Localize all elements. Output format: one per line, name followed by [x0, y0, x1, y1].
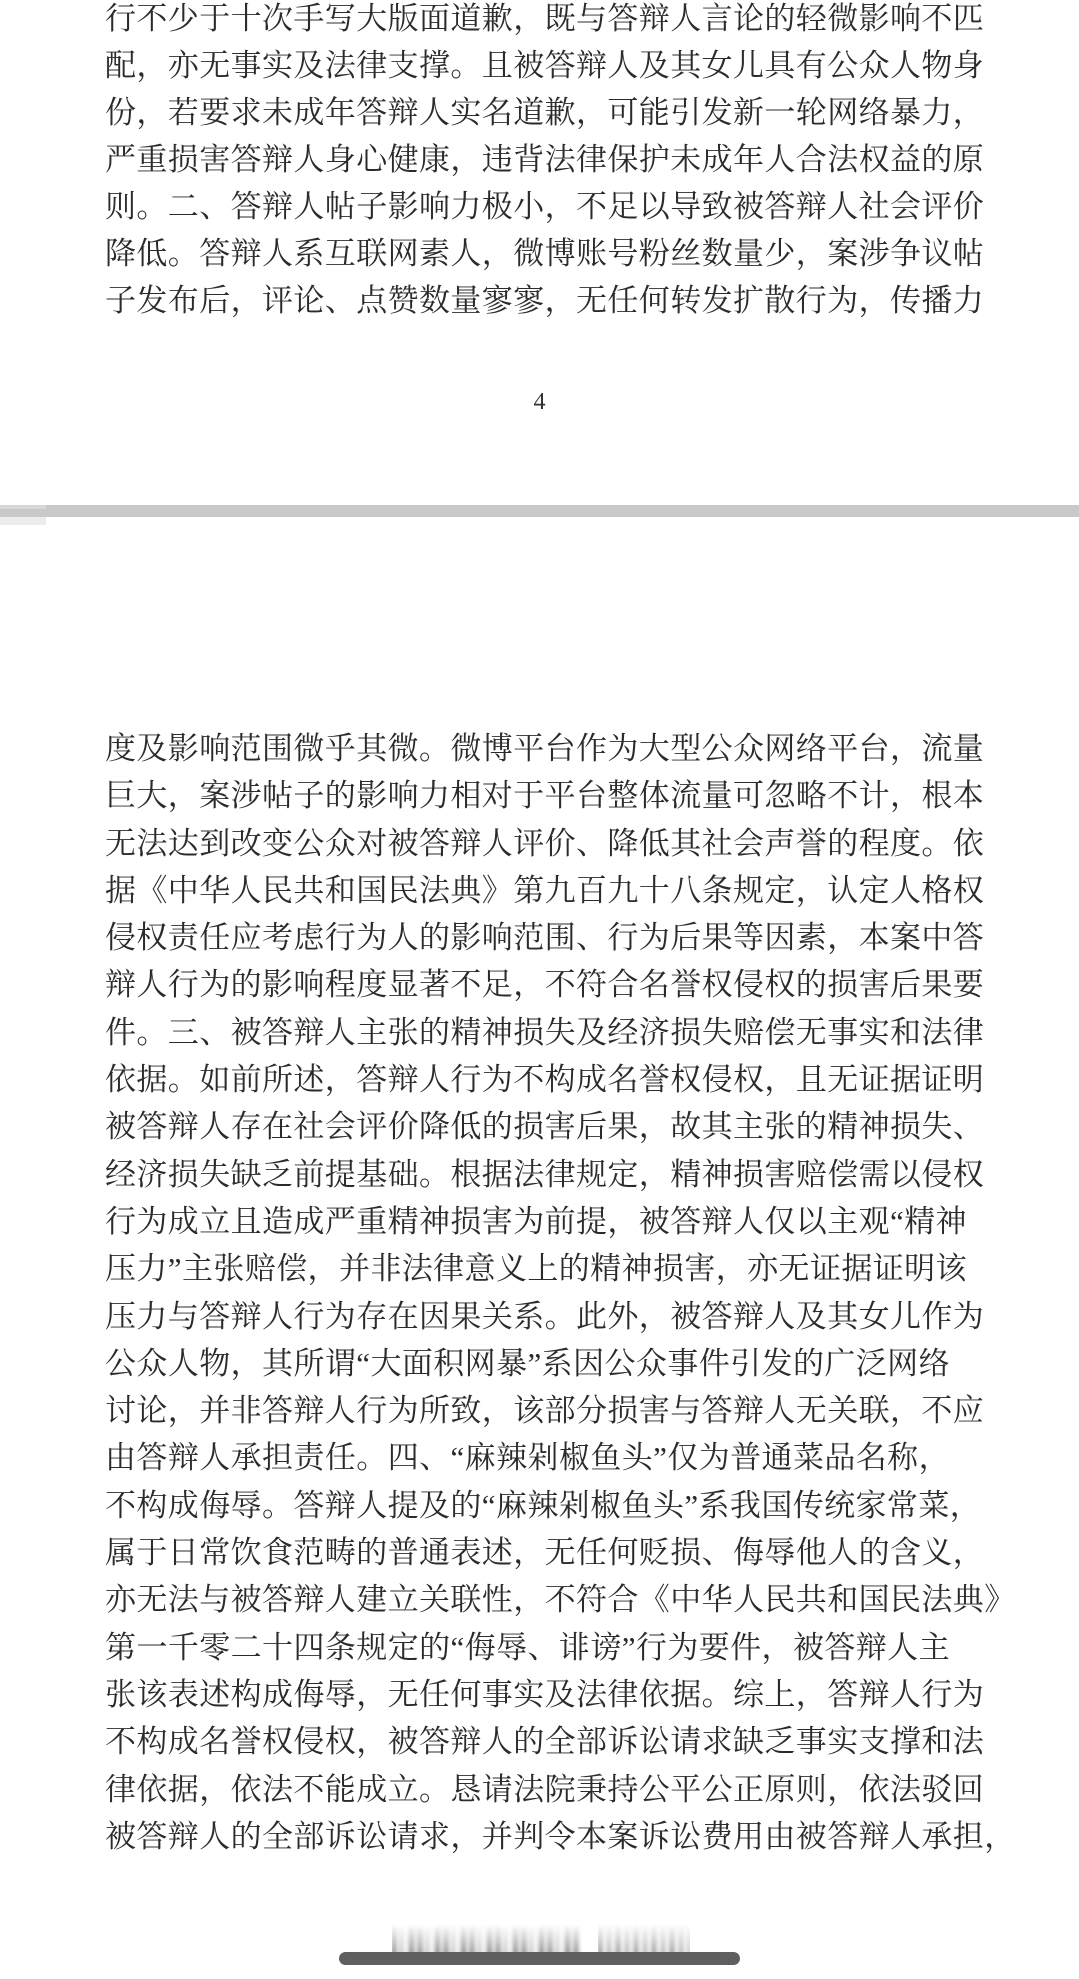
text-line: 行不少于十次手写大版面道歉，既与答辩人言论的轻微影响不匹: [105, 1, 985, 36]
text-line: 亦无法与被答辩人建立关联性，不符合《中华人民共和国民法典》: [105, 1582, 1016, 1618]
page-break-divider-artifact: [0, 517, 46, 525]
text-line: 件。三、被答辩人主张的精神损失及经济损失赔偿无事实和法律: [105, 1014, 985, 1050]
text-line: 配，亦无事实及法律支撑。且被答辩人及其女儿具有公众人物身: [105, 48, 985, 83]
page-4-page-number: 4: [533, 389, 546, 415]
text-line: 不构成侮辱。答辩人提及的“麻辣剁椒鱼头”系我国传统家常菜，: [105, 1487, 982, 1523]
text-line: 侵权责任应考虑行为人的影响范围、行为后果等因素，本案中答: [105, 920, 985, 956]
text-line: 被答辩人存在社会评价降低的损害后果，故其主张的精神损失、: [105, 1109, 985, 1145]
home-indicator-handle[interactable]: [339, 1952, 740, 1965]
page-5-text-block: [105, 725, 1016, 1860]
text-line: 第一千零二十四条规定的“侮辱、诽谤”行为要件，被答辩人主: [105, 1629, 950, 1665]
text-line: 据《中华人民共和国民法典》第九百九十八条规定，认定人格权: [105, 872, 985, 908]
text-line: 公众人物，其所谓“大面积网暴”系因公众事件引发的广泛网络: [105, 1345, 950, 1381]
text-line: 属于日常饮食范畴的普通表述，无任何贬损、侮辱他人的含义，: [105, 1535, 985, 1571]
text-line: 度及影响范围微乎其微。微博平台作为大型公众网络平台，流量: [105, 731, 985, 766]
text-line: 则。二、答辩人帖子影响力极小，不足以导致被答辩人社会评价: [105, 189, 985, 224]
text-line: 不构成名誉权侵权，被答辩人的全部诉讼请求缺乏事实支撑和法: [105, 1724, 985, 1760]
text-line: 子发布后，评论、点赞数量寥寥，无任何转发扩散行为，传播力: [105, 283, 985, 318]
text-line: 巨大，案涉帖子的影响力相对于平台整体流量可忽略不计，根本: [105, 778, 985, 814]
text-line: 辩人行为的影响程度显著不足，不符合名誉权侵权的损害后果要: [105, 967, 985, 1003]
text-line: 被答辩人的全部诉讼请求，并判令本案诉讼费用由被答辩人承担，: [105, 1818, 1016, 1854]
text-line: 压力与答辩人行为存在因果关系。此外，被答辩人及其女儿作为: [105, 1298, 985, 1334]
page-break-divider: [0, 505, 1079, 517]
text-line: 压力”主张赔偿，并非法律意义上的精神损害，亦无证据证明该: [105, 1251, 967, 1287]
text-line: 由答辩人承担责任。四、“麻辣剁椒鱼头”仅为普通菜品名称，: [105, 1440, 950, 1476]
text-line: 依据。如前所述，答辩人行为不构成名誉权侵权，且无证据证明: [105, 1062, 985, 1098]
page-4-text-block: [105, 0, 985, 324]
text-line: 严重损害答辩人身心健康，违背法律保护未成年人合法权益的原: [105, 142, 985, 177]
text-line: 行为成立且造成严重精神损害为前提，被答辩人仅以主观“精神: [105, 1203, 967, 1239]
text-line: 无法达到改变公众对被答辩人评价、降低其社会声誉的程度。依: [105, 825, 985, 861]
text-line: 讨论，并非答辩人行为所致，该部分损害与答辩人无关联，不应: [105, 1393, 985, 1429]
text-line: 经济损失缺乏前提基础。根据法律规定，精神损害赔偿需以侵权: [105, 1156, 985, 1192]
text-line: 份，若要求未成年答辩人实名道歉，可能引发新一轮网络暴力，: [105, 95, 985, 130]
text-line: 降低。答辩人系互联网素人，微博账号粉丝数量少，案涉争议帖: [105, 236, 985, 271]
text-line: 张该表述构成侮辱，无任何事实及法律依据。综上，答辩人行为: [105, 1676, 985, 1712]
page-break-divider-artifact: [0, 505, 46, 509]
text-line: 律依据，依法不能成立。恳请法院秉持公平公正原则，依法驳回: [105, 1771, 985, 1807]
